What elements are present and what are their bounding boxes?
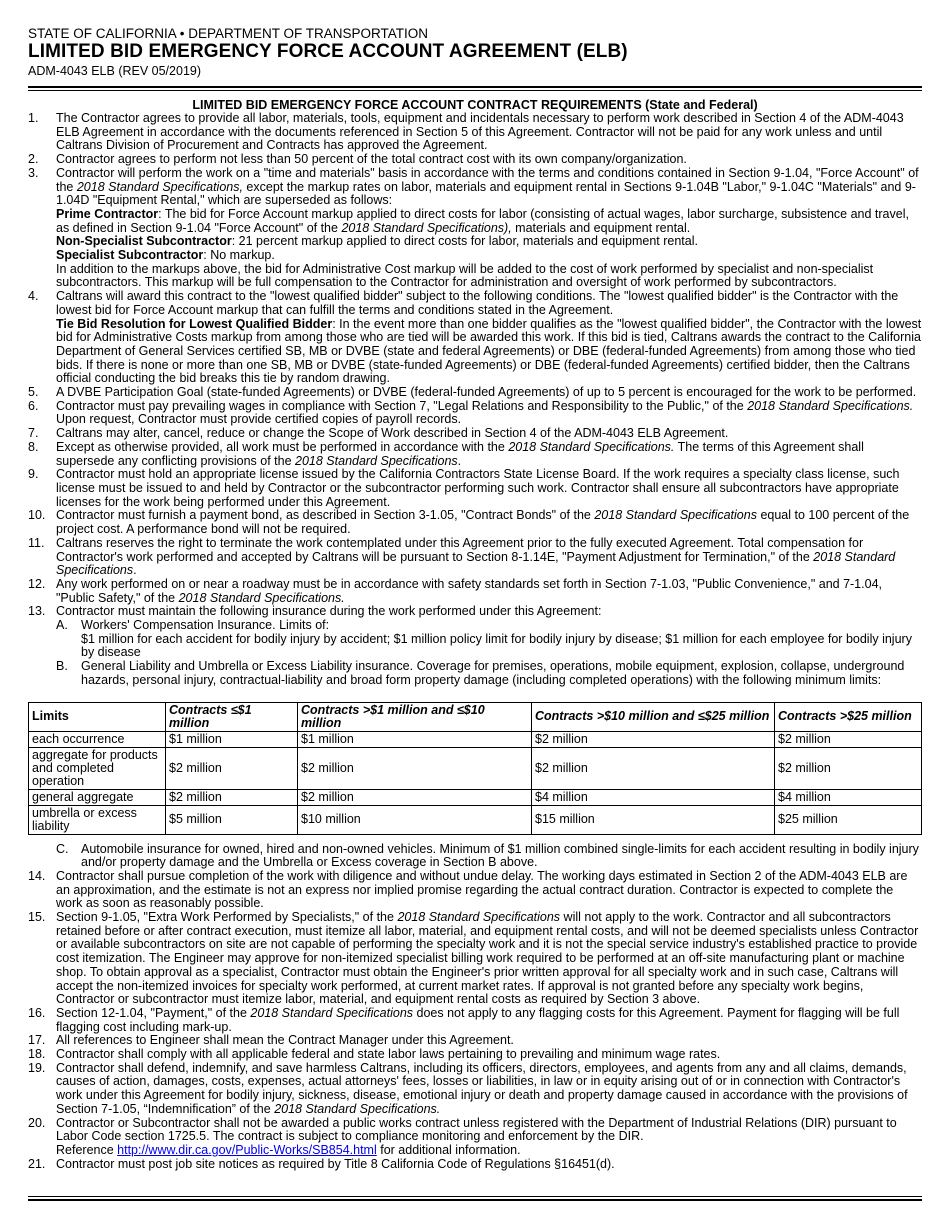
table-cell: umbrella or excess liability [29,805,166,834]
prime-contractor-label: Prime Contractor [56,206,159,221]
list-item-9: 9. Contractor must hold an appropriate license issued by the California Contractors State License Board. If the work requires a specialty class license, such license must be issued to and held by Contractor or the subcontractor performing such work. Contractor shall ensure all subcontractors have appropriate licenses for the work being performed under this Agreement. [28,467,900,509]
list-item-17: 17. All references to Engineer shall mean the Contract Manager under this Agreement. [28,1033,514,1048]
list-item-5: 5. A DVBE Participation Goal (state-funded Agreements) or DVBE (federal-funded Agreements) of up to 5 percent is encouraged for the work to be performed. [28,385,917,400]
list-item-19: 19. Contractor shall defend, indemnify, and save harmless Caltrans, including its officers, directors, employees, and agents from any and all claims, demands, causes of action, damages, costs, expenses, actual attorneys' fees, losses or liabilities, in law or in equity arising out of or in connection with Contractor's work under this Agreement for bodily injury, sickness, disease, emotional injury or death and property damage caused in accordance with the provisions of Section 7-1.05, “Indemnification” of the 2018 Standard Specifications. [28,1060,908,1116]
table-cell: aggregate for products and completed operation [29,747,166,789]
table-cell: $2 million [298,789,532,805]
insurance-item-b: B. General Liability and Umbrella or Excess Liability insurance. Coverage for premises, operations, mobile equipment, explosion, collapse, underground hazards, personal injury, contractual-liability and broad form property damage (including completed operations) with the following minimum limits: [56,659,905,687]
table-row [29,731,922,747]
document-title: LIMITED BID EMERGENCY FORCE ACCOUNT AGREEMENT (ELB) [28,41,628,62]
list-item-21: 21. Contractor must post job site notices as required by Title 8 California Code of Regulations §16451(d). [28,1156,615,1171]
list-item-3: 3. Contractor will perform the work on a "time and materials" basis in accordance with the terms and conditions contained in Section 9-1.04, "Force Account" of the 2018 Standard Specifications, except the markup rates on labor, materials and equipment rental in Sections 9-1.04B "Labor," 9-1.04C "Materials" and 9-1.04D "Equipment Rental," which are superseded as follows: Prime Contractor: The bid for Force Account markup applied to direct costs for labor (consisting of actual wages, labor surcharge, subsistence and travel, as defined in Section 9-1.04 "Force Account" of the 2018 Standard Specifications), materials and equipment rental. Non-Specialist Subcontractor: 21 percent markup applied to direct costs for labor, materials and equipment rental. Specialist Subcontractor: No markup. In addition to the markups above, the bid for Administrative Cost markup will be added to the cost of work performed by specialist and non-specialist subcontractors. This markup will be full compensation to the Contractor for administration and oversight of work performed by subcontractors. [28,165,919,290]
agency-line: STATE OF CALIFORNIA • DEPARTMENT OF TRANSPORTATION [28,26,429,41]
list-item-2: 2. Contractor agrees to perform not less than 50 percent of the total contract cost with its own company/organization. [28,152,687,167]
list-item-7: 7. Caltrans may alter, cancel, reduce or change the Scope of Work described in Section 4 of the ADM-4043 ELB Agreement. [28,426,729,441]
table-cell: $2 million [532,747,775,789]
tie-bid-label: Tie Bid Resolution for Lowest Qualified Bidder [56,316,333,331]
table-header-cell: Limits [29,702,166,731]
table-cell: $1 million [166,731,298,747]
table-header-cell: Contracts >$1 million and ≤$10 million [298,702,532,731]
table-cell: general aggregate [29,789,166,805]
table-cell: $4 million [532,789,775,805]
list-item-10: 10. Contractor must furnish a payment bond, as described in Section 3-1.05, "Contract Bonds" of the 2018 Standard Specifications equal to 100 percent of the project cost. A performance bond will not be required. [28,508,910,537]
header-divider [28,86,922,91]
table-cell: $25 million [775,805,922,834]
list-item-6: 6. Contractor must pay prevailing wages in compliance with Section 7, "Legal Relations and Responsibility to the Public," of the 2018 Standard Specifications. Upon request, Contractor must provide certified copies of payroll records. [28,398,914,427]
table-cell: $2 million [775,731,922,747]
table-cell: $10 million [298,805,532,834]
list-item-16: 16. Section 12-1.04, "Payment," of the 2018 Standard Specifications does not apply to any flagging costs for this Agreement. Payment for flagging will be full flagging cost including mark-up. [28,1005,900,1034]
list-item-13: 13. Contractor must maintain the following insurance during the work performed under this Agreement: A. Workers' Compensation Insurance. Limits of: $1 million for each accident for bodily injury by accident; $1 million policy limit for bodily injury by disease; $1 million for each employee for bodily injury by disease B. General Liability and Umbrella or Excess Liability insurance. Coverage for premises, operations, mobile equipment, explosion, collapse, underground hazards, personal injury, contractual-liability and broad form property damage (including completed operations) with the following minimum limits: [28,605,922,687]
insurance-limits-table [28,702,922,835]
insurance-item-c: C. Automobile insurance for owned, hired and non-owned vehicles. Minimum of $1 million combined single-limits for each accident resulting in bodily injury and/or property damage and the Umbrella or Excess coverage in Section B above. [56,841,919,870]
list-item-11: 11. Caltrans reserves the right to terminate the work contemplated under this Agreement prior to the fully executed Agreement. Total compensation for Contractor's work performed and accepted by Caltrans will be pursuant to Section 8-1.14E, "Payment Adjustment for Termination," of the 2018 Standard Specifications. [28,535,896,578]
table-header-row [29,702,922,731]
table-cell: $15 million [532,805,775,834]
table-cell: each occurrence [29,731,166,747]
table-cell: $5 million [166,805,298,834]
list-item-18: 18. Contractor shall comply with all applicable federal and state labor laws pertaining to prevailing and minimum wage rates. [28,1047,721,1062]
table-header-cell: Contracts >$25 million [775,702,922,731]
table-cell: $2 million [166,789,298,805]
table-cell: $2 million [298,747,532,789]
table-cell: $2 million [532,731,775,747]
section-heading: LIMITED BID EMERGENCY FORCE ACCOUNT CONTRACT REQUIREMENTS (State and Federal) [192,98,758,112]
table-cell: $1 million [298,731,532,747]
list-item-15: 15. Section 9-1.05, "Extra Work Performed by Specialists," of the 2018 Standard Specifications will not apply to the work. Contractor and all subcontractors retained before or after contract execution, must itemize all labor, material, and equipment rental costs, and will not be deemed specialists unless Contractor or available subcontractors on site are not capable of performing the specialty work and it is not the special service industry's established practice to provide cost itemization. The Engineer may approve for non-itemized specialist billing work required to be performed at an off-site manufacturing plant or machine shop. To obtain approval as a specialist, Contractor must obtain the Engineer's prior written approval for all specialty work and in such case, Caltrans will accept the non-itemized invoices for specialty work performed, at current market rates. If approval is not granted before any specialty work begins, Contractor or subcontractor must itemize labor, material, and equipment rental costs as required by Section 3 above. [28,910,919,1007]
list-item-12: 12. Any work performed on or near a roadway must be in accordance with safety standards set forth in Section 7-1.03, "Public Convenience," and 7-1.04, "Public Safety," of the 2018 Standard Specifications. [28,576,882,605]
table-cell: $4 million [775,789,922,805]
requirements-list [28,112,922,1171]
list-item-4: 4. Caltrans will award this contract to the "lowest qualified bidder" subject to the following conditions. The "lowest qualified bidder" is the Contractor with the lowest bid for Force Account markup that can fulfill the terms and conditions stated in the Agreement. Tie Bid Resolution for Lowest Qualified Bidder: In the event more than one bidder qualifies as the "lowest qualified bidder", the Contractor with the lowest bid for Administrative Costs markup from among those who are tied will be awarded this work. If this bid is tied, Caltrans awards the contract to the California Department of General Services certified SB, MB or DVBE (state and federal Agreements) or DBE (federal-funded Agreements) from among those who tied bids. If there is none or more than one SB, MB or DVBE (state-funded Agreements) or DBE (federal-funded Agreements) certified bidder, then the Caltrans official conducting the bid breaks this tie by random drawing. [28,289,922,386]
table-header-cell: Contracts ≤$1 million [166,702,298,731]
list-item-14: 14. Contractor shall pursue completion of the work with diligence and without undue delay. The working days estimated in Section 2 of the ADM-4043 ELB are an approximation, and the estimate is not an express nor implied promise regarding the actual contract duration. Contractor is expected to complete the work as soon as reasonably possible. [28,868,908,911]
footer-divider [28,1196,922,1201]
specialist-label: Specialist Subcontractor [56,248,204,263]
table-row [29,805,922,834]
non-specialist-label: Non-Specialist Subcontractor [56,234,232,249]
list-item-1: 1. The Contractor agrees to provide all labor, materials, tools, equipment and incidentals necessary to perform work described in Section 4 of the ADM-4043 ELB Agreement in accordance with the documents referenced in Section 5 of this Agreement. Contractor will not be paid for any work unless and until Caltrans Division of Procurement and Contracts has approved the Agreement. [28,111,904,153]
form-number: ADM-4043 ELB (REV 05/2019) [28,64,202,78]
table-header-cell: Contracts >$10 million and ≤$25 million [532,702,775,731]
table-row [29,789,922,805]
insurance-item-a: A. Workers' Compensation Insurance. Limits of: $1 million for each accident for bodily injury by accident; $1 million policy limit for bodily injury by disease; $1 million for each employee for bodily injury by disease [56,618,912,660]
list-item-13-continued [28,843,922,870]
dir-registration-link[interactable]: http://www.dir.ca.gov/Public-Works/SB854.html [117,1143,377,1157]
table-row [29,747,922,789]
table-cell: $2 million [775,747,922,789]
table-cell: $2 million [166,747,298,789]
list-item-20: 20. Contractor or Subcontractor shall not be awarded a public works contract unless registered with the Department of Industrial Relations (DIR) pursuant to Labor Code section 1725.5. The contract is subject to compliance monitoring and enforcement by the DIR. Reference http://www.dir.ca.gov/Public-Works/SB854.html for additional information. [28,1115,897,1157]
list-item-8: 8. Except as otherwise provided, all work must be performed in accordance with the 2018 Standard Specifications. The terms of this Agreement shall supersede any conflicting provisions of the 2018 Standard Specifications. [28,439,864,468]
